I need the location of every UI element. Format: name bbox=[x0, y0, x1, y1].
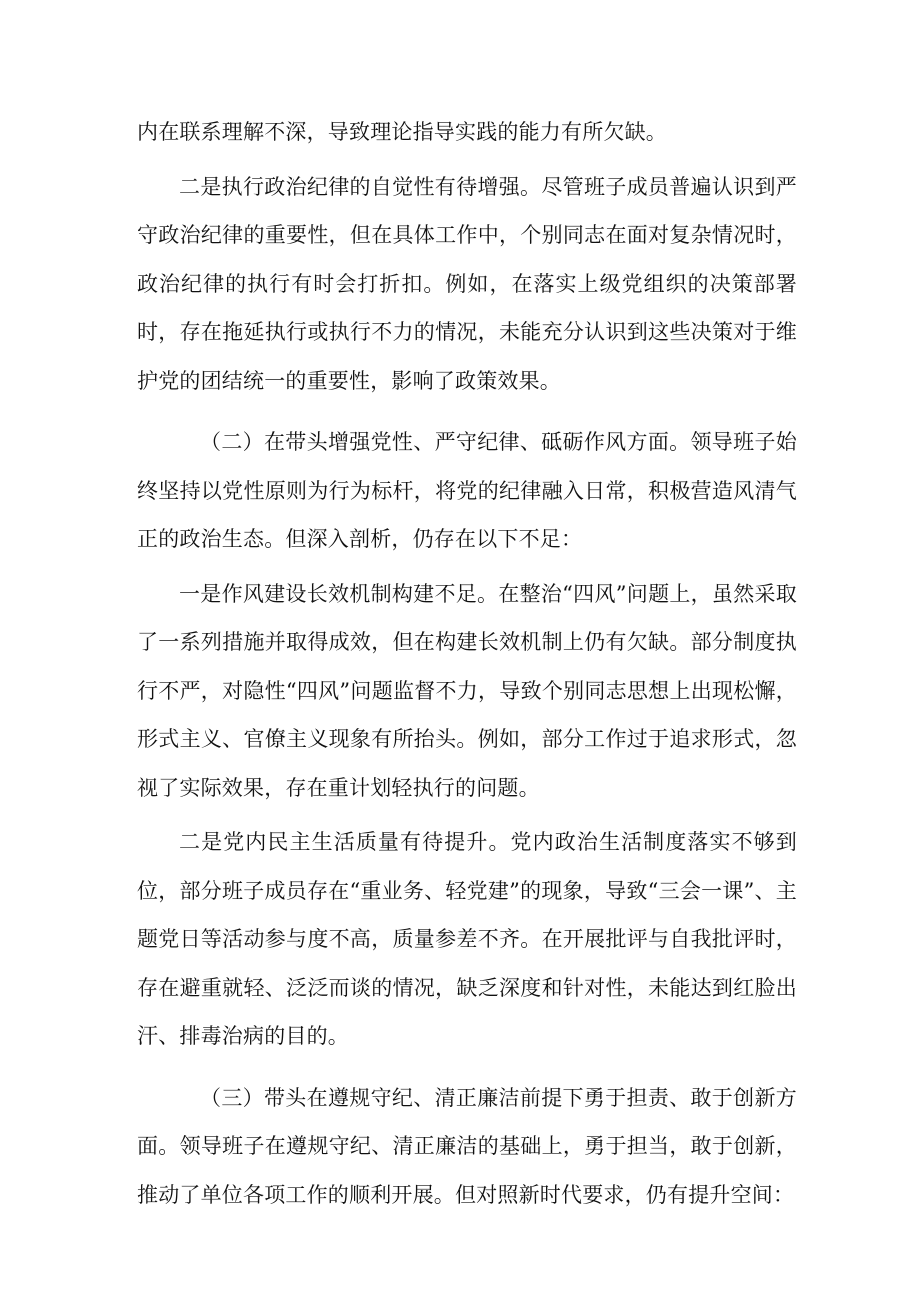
paragraph-party-democracy: 二是党内民主生活质量有待提升。党内政治生活制度落实不够到位，部分班子成员存在“重业务、轻党建”的现象，导致“三会一课”、主题党日等活动参与度不高，质量参差不齐。在开展批评与自我批评时，存在避重就轻、泛泛而谈的情况，缺乏深度和针对性，未能达到红脸出汗、排毒治病的目的。 bbox=[137, 830, 797, 1048]
section-heading-two: （二）在带头增强党性、严守纪律、砥砺作风方面。领导班子始终坚持以党性原则为行为标杆，将党的纪律融入日常，积极营造风清气正的政治生态。但深入剖析，仍存在以下不足： bbox=[137, 430, 797, 551]
paragraph-work-style: 一是作风建设长效机制构建不足。在整治“四风”问题上，虽然采取了一系列措施并取得成效，但在构建长效机制上仍有欠缺。部分制度执行不严，对隐性“四风”问题监督不力，导致个别同志思想上出现松懈，形式主义、官僚主义现象有所抬头。例如，部分工作过于追求形式，忽视了实际效果，存在重计划轻执行的问题。 bbox=[137, 581, 797, 800]
section-heading-three: （三）带头在遵规守纪、清正廉洁前提下勇于担责、敢于创新方面。领导班子在遵规守纪、清正廉洁的基础上，勇于担当，敢于创新，推动了单位各项工作的顺利开展。但对照新时代要求，仍有提升空间： bbox=[137, 1085, 797, 1207]
document-body bbox=[137, 108, 797, 1219]
paragraph-political-discipline: 二是执行政治纪律的自觉性有待增强。尽管班子成员普遍认识到严守政治纪律的重要性，但在具体工作中，个别同志在面对复杂情况时，政治纪律的执行有时会打折扣。例如，在落实上级党组织的决策部署时，存在拖延执行或执行不力的情况，未能充分认识到这些决策对于维护党的团结统一的重要性，影响了政策效果。 bbox=[137, 174, 797, 393]
paragraph-continuation: 内在联系理解不深，导致理论指导实践的能力有所欠缺。 bbox=[137, 120, 667, 144]
